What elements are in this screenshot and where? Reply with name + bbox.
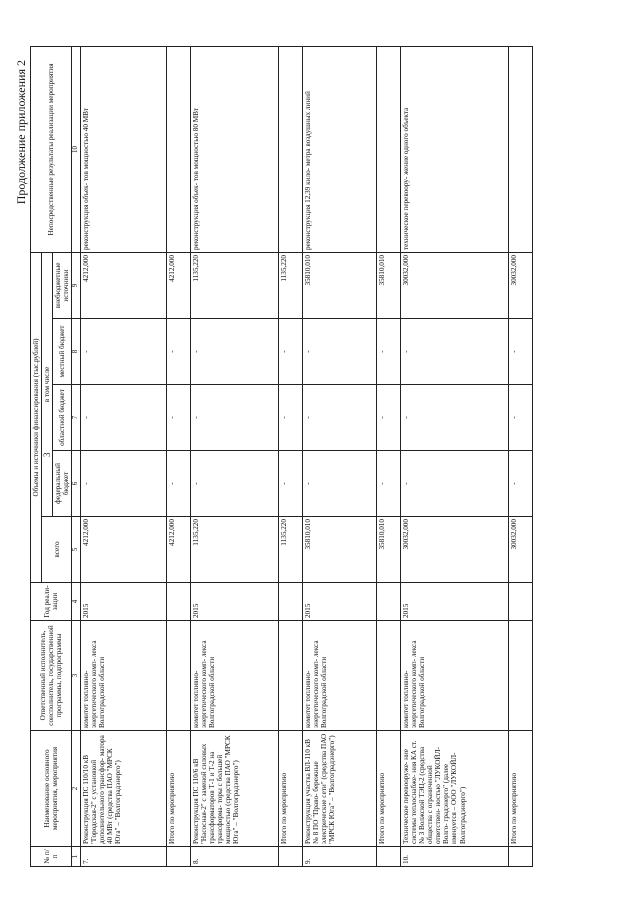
cell-name: Реконструкция ПС 110/6 кВ "Насосная-2" с заменой силовых трансформаторов Т-1 и Т-2 на трансформа- торы с большей мощностью (средства ПАО "МРСК Юга" – "Волгоградэнерго") (191, 731, 279, 847)
cell-result: техническое перевоору- жение одного объекта (401, 46, 509, 252)
cell-result (279, 46, 303, 252)
cell-year: 2015 (401, 583, 509, 621)
cell-result (167, 46, 191, 252)
column-number: 1 (72, 847, 81, 867)
cell-name: Итого по мероприятию (509, 731, 533, 847)
cell-result (377, 46, 401, 252)
cell-total: 30032,000 (509, 517, 533, 583)
cell-year: 2015 (303, 583, 377, 621)
cell-responsible (509, 621, 533, 731)
header-year: Год реали- зации (31, 583, 72, 621)
cell-responsible (167, 621, 191, 731)
header-local: местный бюджет (53, 319, 72, 385)
table-row (509, 46, 533, 866)
financing-table (30, 46, 533, 867)
header-name: Наименование основного мероприятия, мероприятия (31, 731, 72, 847)
cell-num: 9. (303, 847, 377, 867)
cell-responsible: комитет топливно- энергетического комп- лекса Волгоградской области (191, 621, 279, 731)
cell-local: - (401, 319, 509, 385)
cell-local: - (279, 319, 303, 385)
column-number: 7 (72, 385, 81, 451)
cell-offbudget: 35810,010 (303, 252, 377, 318)
cell-num (509, 847, 533, 867)
cell-year (167, 583, 191, 621)
cell-federal: - (279, 451, 303, 517)
header-federal: федеральный бюджет (53, 451, 72, 517)
cell-offbudget: 4212,000 (167, 252, 191, 318)
cell-offbudget: 30032,000 (509, 252, 533, 318)
column-number: 9 (72, 252, 81, 318)
cell-regional: - (401, 385, 509, 451)
column-number: 3 (72, 621, 81, 731)
cell-total: 35810,010 (303, 517, 377, 583)
header-responsible: Ответственный исполнитель, соисполнитель, государственной программы, подпрограммы (31, 621, 72, 731)
column-number: 5 (72, 517, 81, 583)
cell-name: Реконструкция участка ВЛ-110 кВ № 8 ПО "Право- бережные электрические сети" (средства ПАО "МРСК Юга" – "Волгоградэнерго") (303, 731, 377, 847)
cell-name: Реконструкция ПС 110/10 кВ "Городская-2" с установкой дополнительного трансфор- матора 40 МВт (средства ПАО "МРСК Юга" – "Волгоградэнерго") (81, 731, 167, 847)
cell-name: Итого по мероприятию (167, 731, 191, 847)
cell-local: - (377, 319, 401, 385)
cell-offbudget: 1135,220 (279, 252, 303, 318)
table-row (191, 46, 279, 866)
header-regional: областной бюджет (53, 385, 72, 451)
cell-offbudget: 35810,010 (377, 252, 401, 318)
cell-year (509, 583, 533, 621)
column-number: 10 (72, 46, 81, 252)
cell-regional: - (81, 385, 167, 451)
cell-regional: - (377, 385, 401, 451)
cell-responsible: комитет топливно- энергетического комп- лекса Волгоградской области (303, 621, 377, 731)
header-offbudget: внебюджетные источники (53, 252, 72, 318)
column-numbers-row (72, 46, 81, 866)
cell-total: 4212,000 (81, 517, 167, 583)
cell-result (509, 46, 533, 252)
cell-regional: - (191, 385, 279, 451)
cell-total: 35810,010 (377, 517, 401, 583)
cell-total: 4212,000 (167, 517, 191, 583)
cell-offbudget: 1135,220 (191, 252, 279, 318)
cell-name: Итого по мероприятию (377, 731, 401, 847)
cell-year (377, 583, 401, 621)
cell-total: 30032,000 (401, 517, 509, 583)
cell-federal: - (167, 451, 191, 517)
column-number: 8 (72, 319, 81, 385)
header-num: № п/п (31, 847, 72, 867)
cell-regional: - (167, 385, 191, 451)
cell-federal: - (303, 451, 377, 517)
table-row (377, 46, 401, 866)
cell-regional: - (303, 385, 377, 451)
column-number: 4 (72, 583, 81, 621)
table-header (31, 46, 81, 866)
table-row (167, 46, 191, 866)
table-row (279, 46, 303, 866)
cell-result: реконструкция объек- тов мощностью 40 МВт (81, 46, 167, 252)
header-results: Непосредственные результаты реализации мероприятия (31, 46, 72, 252)
table-row (81, 46, 167, 866)
cell-name: Итого по мероприятию (279, 731, 303, 847)
table-row (401, 46, 509, 866)
cell-responsible (377, 621, 401, 731)
table-body (81, 46, 533, 866)
cell-num: 7. (81, 847, 167, 867)
cell-responsible: комитет топливно- энергетического комп- лекса Волгоградской области (401, 621, 509, 731)
cell-num: 10. (401, 847, 509, 867)
cell-federal: - (81, 451, 167, 517)
cell-year (279, 583, 303, 621)
cell-responsible: комитет топливно- энергетического комп- лекса Волгоградской области (81, 621, 167, 731)
column-number: 2 (72, 731, 81, 847)
cell-result: реконструкция 12,39 кило- метра воздушных линий (303, 46, 377, 252)
header-volumes: Объемы и источники финансирования (тыс.рублей) (31, 252, 42, 582)
cell-year: 2015 (81, 583, 167, 621)
cell-regional: - (279, 385, 303, 451)
page-number: 3 (42, 452, 52, 457)
header-including: в том числе (42, 252, 53, 516)
cell-name: Техническое перевооруже- ние системы теплоснабже- ния КА ст. № 3 Волжской ТЭЦ-2 (средства общества с ограниченной ответствен- ностью "ЛУКОЙЛ-Волго- градэнерго" (далее именуется – ООО "ЛУКОЙЛ- Волгоградэнерго") (401, 731, 509, 847)
appendix-caption: Продолжение приложения 2 (14, 60, 28, 205)
cell-federal: - (377, 451, 401, 517)
cell-result: реконструкция объек- тов мощностью 80 МВт (191, 46, 279, 252)
cell-total: 1135,220 (279, 517, 303, 583)
cell-local: - (81, 319, 167, 385)
cell-num: 8. (191, 847, 279, 867)
cell-local: - (191, 319, 279, 385)
cell-total: 1135,220 (191, 517, 279, 583)
cell-federal: - (191, 451, 279, 517)
table-row (303, 46, 377, 866)
cell-offbudget: 4212,000 (81, 252, 167, 318)
cell-federal: - (401, 451, 509, 517)
cell-offbudget: 30032,000 (401, 252, 509, 318)
cell-local: - (509, 319, 533, 385)
cell-num (279, 847, 303, 867)
cell-federal: - (509, 451, 533, 517)
cell-regional: - (509, 385, 533, 451)
cell-num (167, 847, 191, 867)
header-total: всего (42, 517, 72, 583)
cell-responsible (279, 621, 303, 731)
cell-num (377, 847, 401, 867)
column-number: 6 (72, 451, 81, 517)
cell-year: 2015 (191, 583, 279, 621)
cell-local: - (167, 319, 191, 385)
cell-local: - (303, 319, 377, 385)
